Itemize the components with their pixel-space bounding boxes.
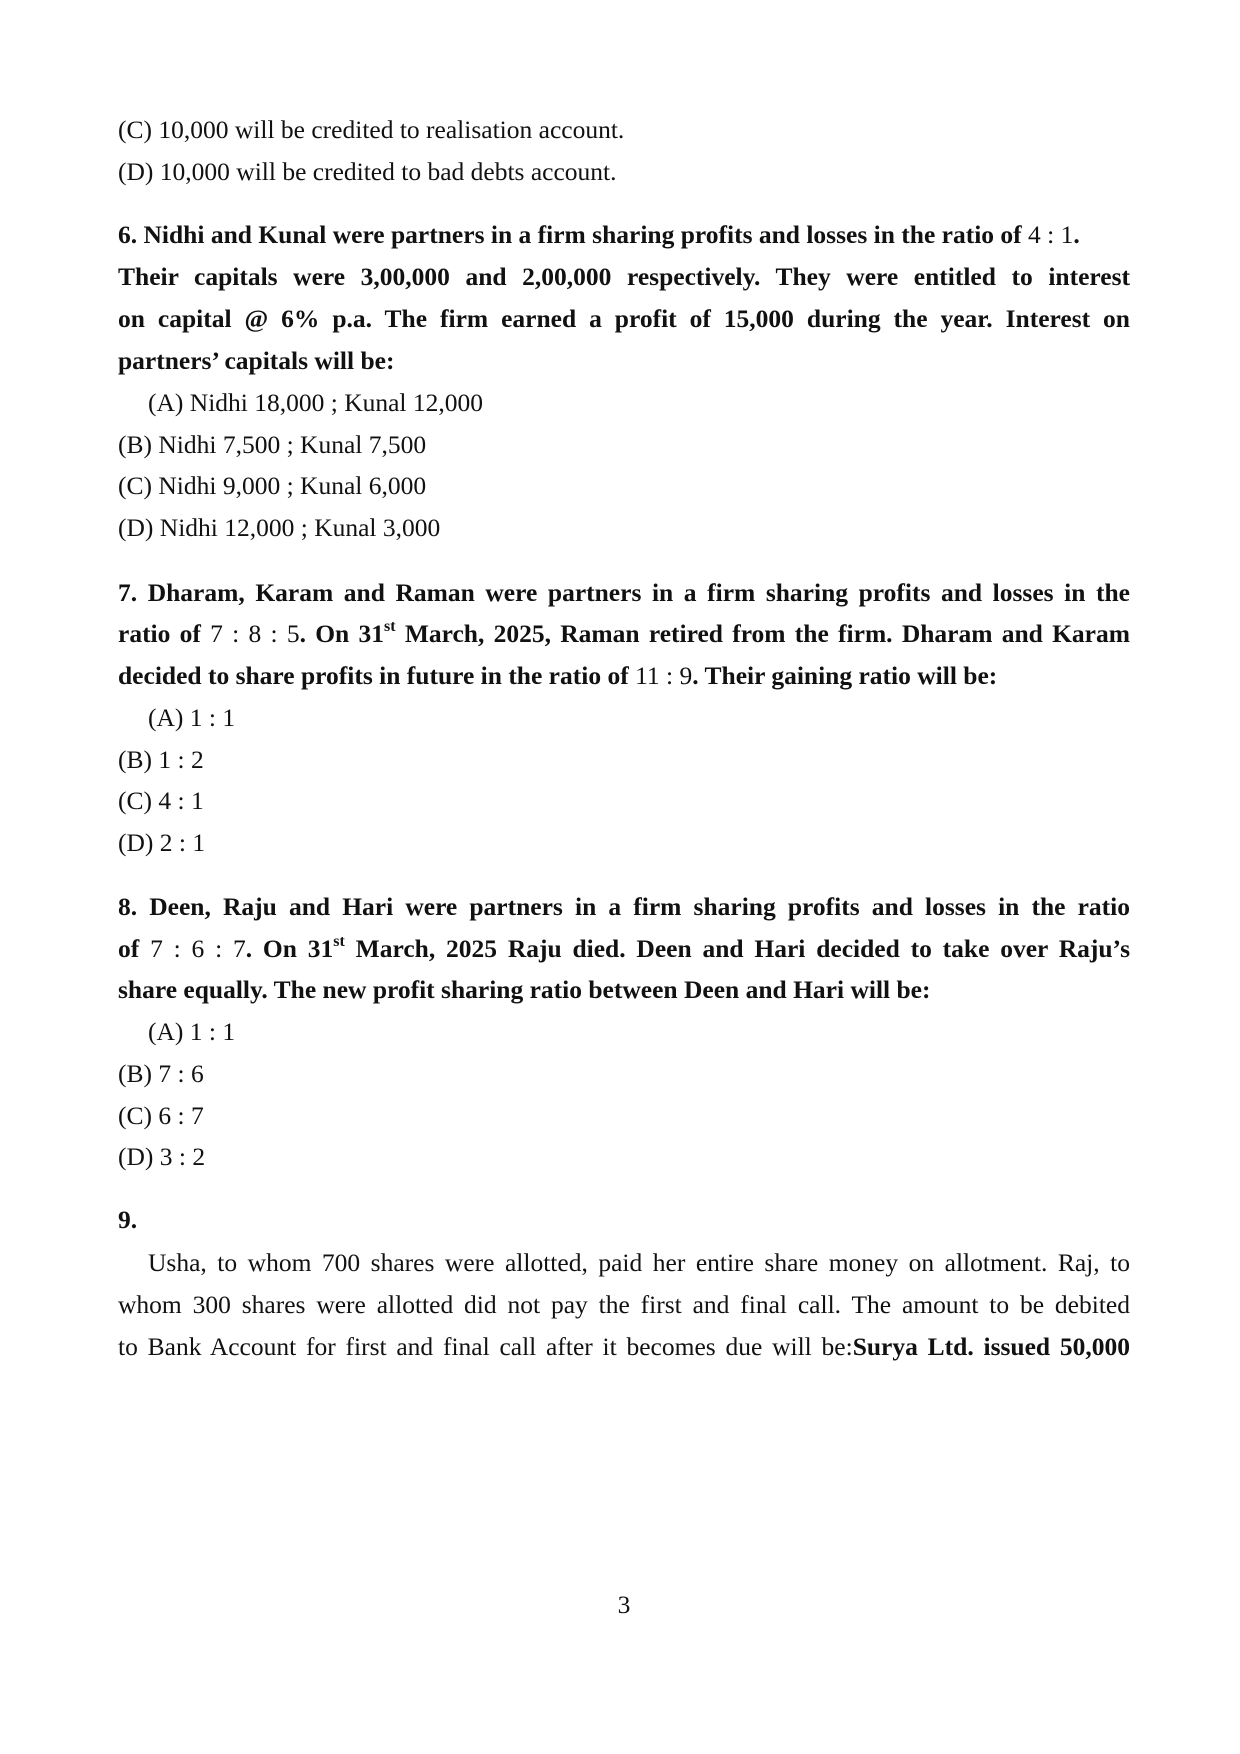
option-c-prev: (C) 10,000 will be credited to realisation account.	[118, 115, 625, 144]
q7-option-a: (A) 1 : 1	[148, 703, 236, 732]
q6-line-1: 6. Nidhi and Kunal were partners in a firm sharing profits and losses in the ratio of 4 : 1.	[118, 220, 1080, 249]
q9-number: 9.	[118, 1205, 138, 1234]
q7-option-d: (D) 2 : 1	[118, 828, 206, 857]
q8-option-b: (B) 7 : 6	[118, 1059, 204, 1088]
q7-option-b: (B) 1 : 2	[118, 745, 204, 774]
q8-line-1: 8. Deen, Raju and Hari were partners in a firm sharing profits and losses in the ratio	[118, 892, 1130, 921]
q8-line-3: share equally. The new profit sharing ratio between Deen and Hari will be:	[118, 975, 931, 1004]
exam-page	[118, 0, 1130, 1754]
q8-option-d: (D) 3 : 2	[118, 1142, 206, 1171]
q9-line-2: whom 300 shares were allotted did not pay the first and final call. The amount to be debited	[118, 1290, 1130, 1319]
q6-option-c: (C) Nidhi 9,000 ; Kunal 6,000	[118, 471, 427, 500]
q6-option-d: (D) Nidhi 12,000 ; Kunal 3,000	[118, 513, 441, 542]
q7-line-2: ratio of 7 : 8 : 5. On 31st March, 2025, Raman retired from the firm. Dharam and Karam	[118, 617, 1130, 648]
q6-option-a: (A) Nidhi 18,000 ; Kunal 12,000	[148, 388, 484, 417]
q9-line-1: Usha, to whom 700 shares were allotted, paid her entire share money on allotment. Raj, to	[148, 1248, 1130, 1277]
option-d-prev: (D) 10,000 will be credited to bad debts account.	[118, 157, 617, 186]
q7-option-c: (C) 4 : 1	[118, 786, 204, 815]
q6-line-4: partners’ capitals will be:	[118, 346, 395, 375]
q8-line-2: of 7 : 6 : 7. On 31st March, 2025 Raju died. Deen and Hari decided to take over Raju’s	[118, 932, 1130, 963]
q6-line-2: Their capitals were 3,00,000 and 2,00,000 respectively. They were entitled to interest	[118, 262, 1130, 291]
q6-option-b: (B) Nidhi 7,500 ; Kunal 7,500	[118, 430, 427, 459]
q6-line-3: on capital @ 6% p.a. The firm earned a profit of 15,000 during the year. Interest on	[118, 304, 1130, 333]
q8-option-c: (C) 6 : 7	[118, 1101, 204, 1130]
q7-line-3: decided to share profits in future in the ratio of 11 : 9. Their gaining ratio will be:	[118, 661, 998, 690]
q8-option-a: (A) 1 : 1	[148, 1017, 236, 1046]
q7-line-1: 7. Dharam, Karam and Raman were partners in a firm sharing profits and losses in the	[118, 578, 1130, 607]
q9-line-3: to Bank Account for first and final call after it becomes due will be:Surya Ltd. issued 50,000	[118, 1332, 1131, 1361]
page-number: 3	[617, 1590, 631, 1619]
